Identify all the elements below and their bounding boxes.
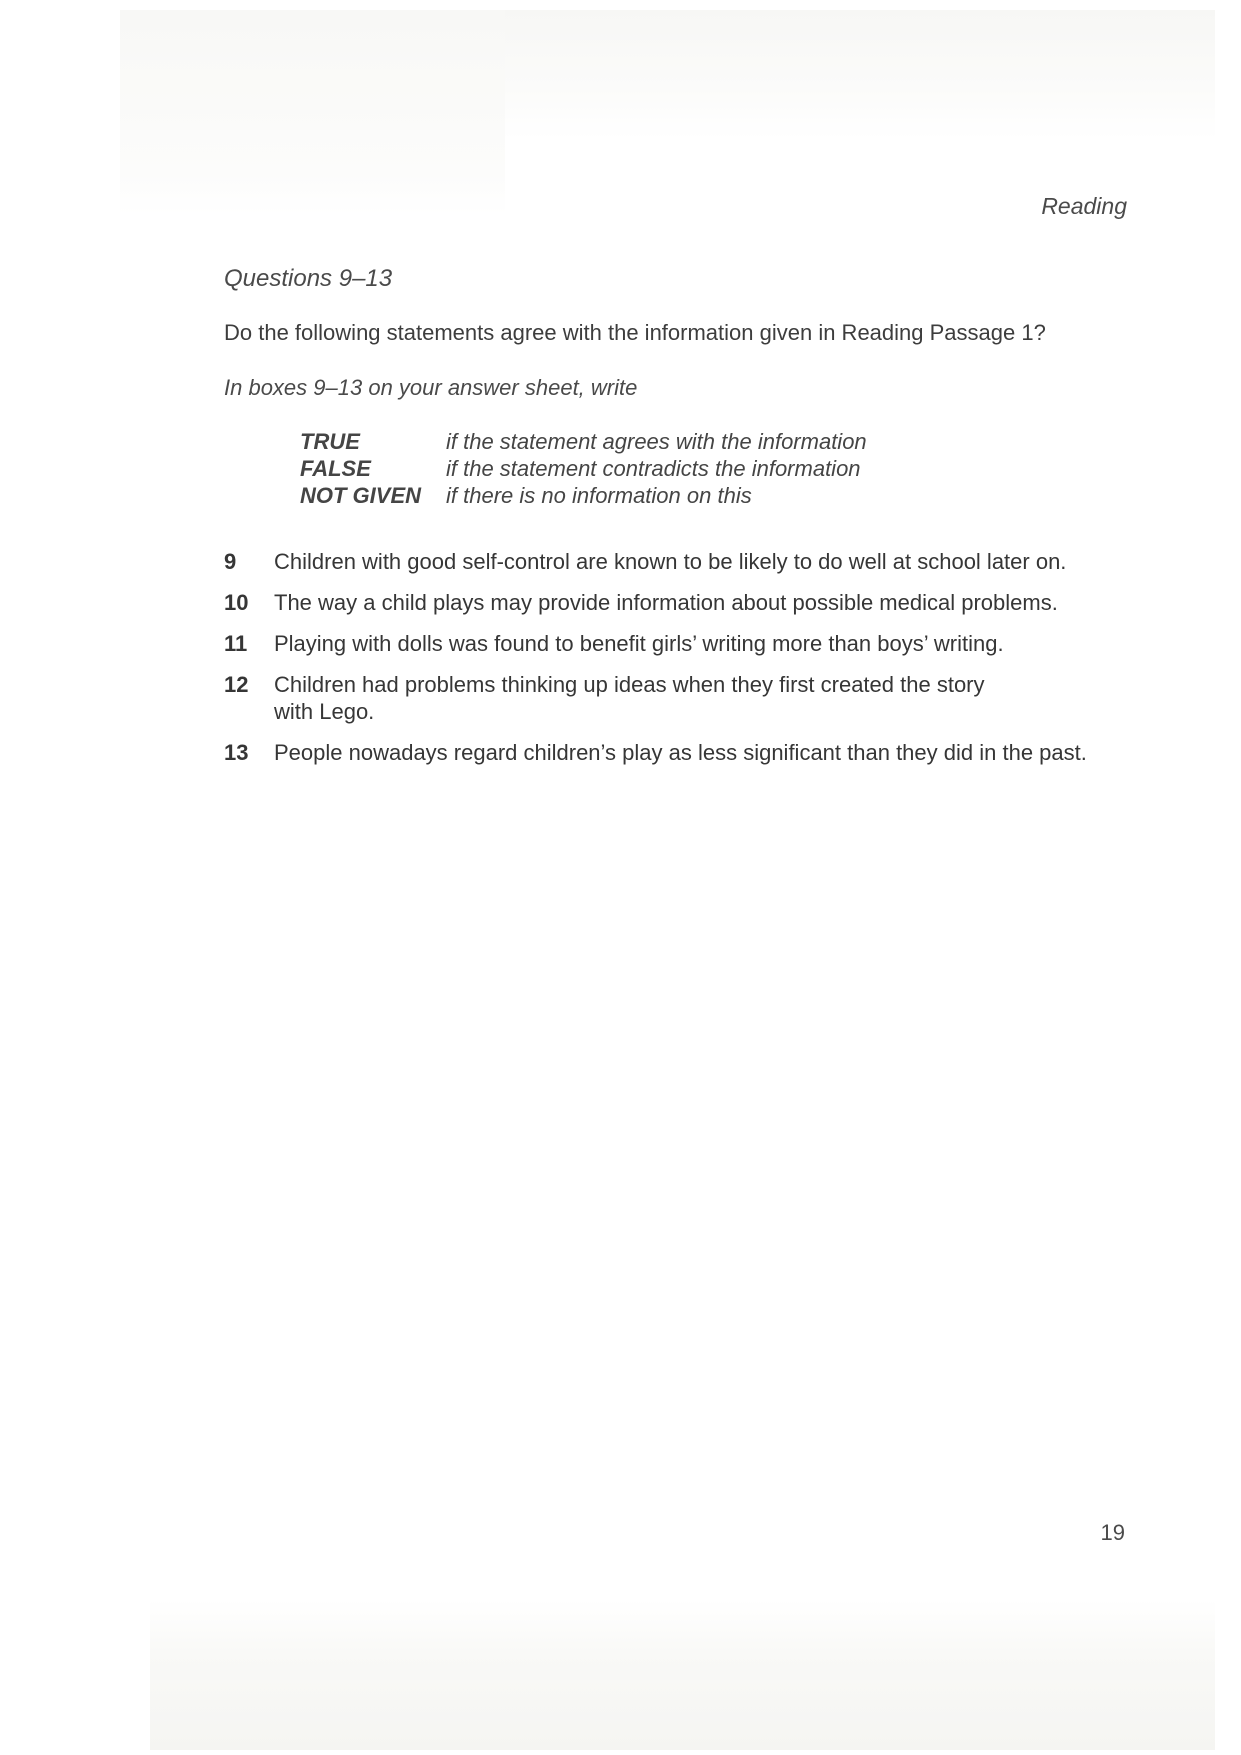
statement-item (224, 739, 1144, 766)
statement-text: Children with good self-control are known to be likely to do well at school later on. (274, 549, 1067, 574)
statement-item (224, 589, 1144, 616)
statement-number: 10 (224, 590, 249, 615)
scan-shading-top-left (120, 10, 505, 215)
legend-description: if the statement agrees with the information (446, 429, 867, 454)
statement-list (224, 548, 1144, 780)
section-label: Reading (1041, 193, 1127, 219)
page-number: 19 (1100, 1520, 1125, 1545)
statement-item (224, 630, 1144, 657)
legend-row-true (300, 428, 867, 455)
answer-instruction-text: In boxes 9–13 on your answer sheet, write (224, 375, 638, 400)
legend-description: if the statement contradicts the information (446, 456, 861, 481)
legend-description: if there is no information on this (446, 483, 752, 508)
instruction-text: Do the following statements agree with the information given in Reading Passage 1? (224, 320, 1046, 345)
statement-text-line: with Lego. (274, 699, 375, 724)
statement-text (274, 671, 1144, 725)
questions-heading: Questions 9–13 (224, 265, 393, 292)
statement-number: 9 (224, 549, 237, 574)
statement-text: Playing with dolls was found to benefit girls’ writing more than boys’ writing. (274, 631, 1004, 656)
legend-key: TRUE (300, 429, 360, 454)
answer-legend (300, 428, 867, 509)
statement-item (224, 548, 1144, 575)
legend-key: FALSE (300, 456, 371, 481)
legend-key: NOT GIVEN (300, 483, 422, 508)
statement-number: 13 (224, 740, 249, 765)
statement-text: The way a child plays may provide information about possible medical problems. (274, 590, 1058, 615)
statement-item (224, 671, 1144, 725)
statement-text-line: Children had problems thinking up ideas when they first created the story (274, 672, 985, 697)
legend-row-not-given (300, 482, 867, 509)
legend-row-false (300, 455, 867, 482)
statement-number: 12 (224, 672, 249, 697)
scan-shading-bottom (150, 1600, 1215, 1750)
statement-number: 11 (224, 631, 248, 656)
statement-text: People nowadays regard children’s play as less significant than they did in the past. (274, 740, 1087, 765)
